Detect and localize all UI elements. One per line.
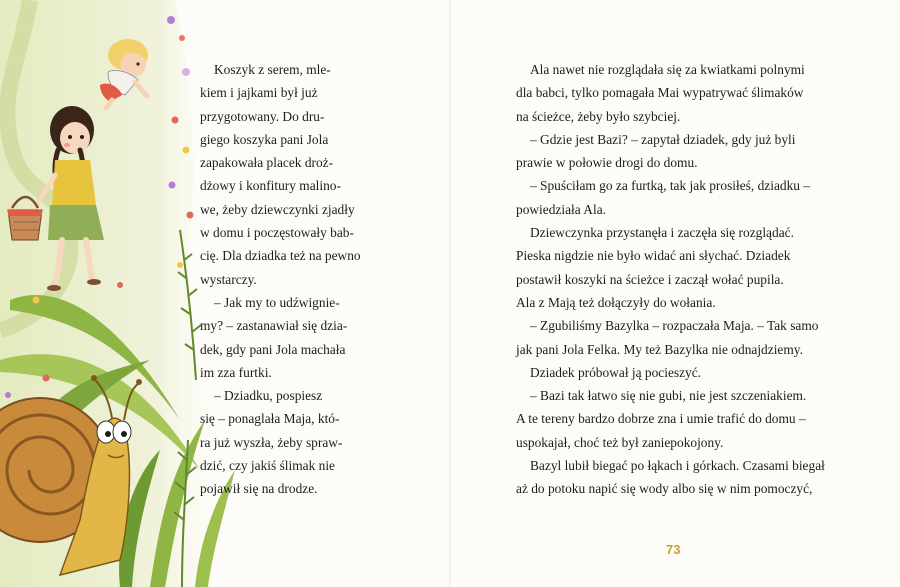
paragraph: – Gdzie jest Bazi? – zapytał dziadek, gdy już byli prawie w połowie drogi do domu. — [516, 131, 796, 171]
paragraph: Koszyk z serem, mle- kiem i jajkami był już przygotowany. Do dru- giego koszyka pani Jola zapakowała placek droż- dżowy i konfitury malino- we, żeby dziewczynki zjadły w domu i poczęstowały bab- cię. Dla dziadka też na pewno wystarczy. — [200, 62, 361, 287]
paragraph: – Spuściłam go za furtką, tak jak prosiłeś, dziadku – powiedziała Ala. — [516, 178, 811, 217]
paragraph: – Zgubiliśmy Bazylka – rozpaczała Maja. – Tak samo jak pani Jola Felka. My też Bazylka nie odnajdziemy. — [516, 318, 819, 357]
left-page-text — [200, 58, 382, 501]
paragraph: Ala nawet nie rozglądała się za kwiatkami polnymi dla babci, tylko pomagała Mai wypatrywać ślimaków na ścieżce, żeby było szybciej. — [516, 62, 805, 124]
paragraph: – Bazi tak łatwo się nie gubi, nie jest szczeniakiem. A te tereny bardzo dobrze zna i umie trafić do domu – uspokajał, choć też był zaniepokojony. — [516, 388, 807, 450]
paragraph: Dziadek próbował ją pocieszyć. — [530, 364, 702, 380]
right-page-text — [516, 58, 836, 501]
book-gutter — [449, 0, 451, 587]
paragraph: – Jak my to udźwignie- my? – zastanawiał się dzia- dek, gdy pani Jola machała im zza furtki. — [200, 294, 348, 380]
paragraph: Bazyl lubił biegać po łąkach i górkach. Czasami biegał aż do potoku napić się wody albo się w nim pomoczyć, — [516, 458, 825, 497]
paragraph: – Dziadku, pospiesz się – ponaglała Maja, któ- ra już wyszła, żeby spraw- dzić, czy jakiś ślimak nie pojawił się na drodze. — [200, 388, 343, 497]
paragraph: Dziewczynka przystanęła i zaczęła się rozglądać. Pieska nigdzie nie było widać ani słychać. Dziadek postawił koszyki na ścieżce i zaczął wołać pupila. Ala z Mają też dołączyły do wołania. — [516, 225, 794, 310]
page-number: 73 — [666, 542, 681, 557]
